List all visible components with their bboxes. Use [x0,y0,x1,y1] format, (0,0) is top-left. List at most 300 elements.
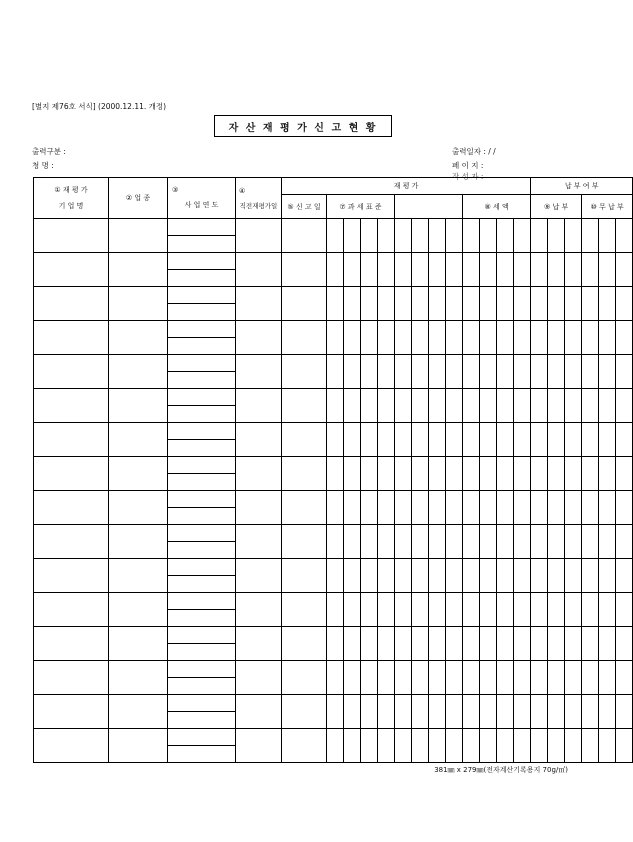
cell-digit [446,355,463,389]
cell-digit [378,729,395,763]
cell-report-date [282,525,327,559]
cell-prev-revaluation [236,389,282,423]
cell-fiscal-year-end [168,440,236,457]
cell-industry [109,355,168,389]
cell-digit [378,525,395,559]
cell-digit [361,423,378,457]
cell-digit [327,219,344,253]
cell-digit [497,627,514,661]
cell-fiscal-year-start [168,593,236,610]
cell-digit [480,491,497,525]
cell-digit [463,695,480,729]
cell-digit [463,593,480,627]
cell-digit [327,355,344,389]
cell-digit [378,423,395,457]
cell-digit [361,627,378,661]
cell-digit [429,593,446,627]
cell-digit [463,355,480,389]
cell-report-date [282,593,327,627]
cell-prev-revaluation [236,457,282,491]
cell-digit [395,457,412,491]
cell-digit [429,559,446,593]
cell-digit [565,695,582,729]
cell-digit [344,593,361,627]
cell-digit [463,525,480,559]
cell-digit [412,457,429,491]
cell-digit [616,389,633,423]
cell-digit [531,627,548,661]
cell-digit [412,355,429,389]
cell-industry [109,219,168,253]
cell-prev-revaluation [236,593,282,627]
page-title [214,115,392,137]
cell-digit [429,491,446,525]
cell-digit [395,525,412,559]
cell-digit [531,729,548,763]
cell-digit [412,423,429,457]
table-row [34,525,633,542]
cell-digit [463,423,480,457]
cell-industry [109,559,168,593]
cell-company [34,219,109,253]
header-company-line2: 기 업 명 [58,202,84,210]
cell-digit [480,423,497,457]
cell-fiscal-year-start [168,355,236,372]
cell-fiscal-year-start [168,661,236,678]
cell-digit [480,219,497,253]
cell-report-date [282,627,327,661]
cell-digit [412,389,429,423]
cell-fiscal-year-start [168,219,236,236]
cell-digit [565,491,582,525]
cell-company [34,355,109,389]
cell-fiscal-year-end [168,474,236,491]
cell-fiscal-year-end [168,304,236,321]
cell-digit [395,287,412,321]
cell-digit [616,287,633,321]
cell-digit [480,729,497,763]
cell-digit [548,695,565,729]
cell-company [34,559,109,593]
cell-digit [616,559,633,593]
cell-fiscal-year-end [168,542,236,559]
cell-digit [463,287,480,321]
cell-digit [565,593,582,627]
cell-digit [378,321,395,355]
cell-digit [497,423,514,457]
cell-industry [109,253,168,287]
cell-digit [616,321,633,355]
cell-digit [599,593,616,627]
cell-digit [412,695,429,729]
cell-digit [497,593,514,627]
cell-digit [446,423,463,457]
cell-digit [361,287,378,321]
cell-digit [548,593,565,627]
cell-digit [616,729,633,763]
cell-digit [378,593,395,627]
form-caption: [별지 제76호 서식] (2000.12.11. 개정) [32,102,167,111]
cell-digit [565,287,582,321]
cell-digit [327,695,344,729]
cell-digit [616,491,633,525]
cell-digit [548,253,565,287]
cell-company [34,661,109,695]
cell-digit [429,219,446,253]
cell-digit [599,321,616,355]
table-row [34,593,633,610]
table-body [34,219,633,763]
table-row [34,695,633,712]
cell-digit [548,661,565,695]
cell-digit [395,695,412,729]
cell-digit [548,219,565,253]
cell-digit [446,525,463,559]
cell-digit [531,423,548,457]
cell-digit [599,525,616,559]
cell-digit [497,321,514,355]
header-tax-base: ⑦ 과 세 표 준 [327,195,395,219]
cell-digit [446,491,463,525]
cell-digit [514,695,531,729]
cell-company [34,321,109,355]
cell-digit [582,355,599,389]
cell-digit [531,525,548,559]
header-tax-amount: ⑧ 세 액 [463,195,531,219]
cell-industry [109,491,168,525]
header-group-revaluation: 재 평 가 [282,178,531,195]
cell-digit [565,389,582,423]
cell-digit [514,661,531,695]
cell-digit [446,661,463,695]
cell-industry [109,423,168,457]
cell-digit [531,661,548,695]
cell-industry [109,287,168,321]
cell-report-date [282,355,327,389]
cell-digit [582,423,599,457]
table-row [34,253,633,270]
cell-digit [480,321,497,355]
cell-industry [109,321,168,355]
cell-digit [565,457,582,491]
cell-digit [361,389,378,423]
cell-digit [463,457,480,491]
cell-digit [497,287,514,321]
cell-digit [565,321,582,355]
cell-digit [599,253,616,287]
cell-digit [327,559,344,593]
cell-digit [327,525,344,559]
cell-digit [582,457,599,491]
cell-digit [378,559,395,593]
cell-company [34,695,109,729]
cell-digit [497,661,514,695]
cell-digit [344,525,361,559]
cell-digit [446,287,463,321]
cell-digit [548,389,565,423]
cell-digit [497,525,514,559]
cell-digit [395,321,412,355]
cell-digit [412,627,429,661]
cell-digit [599,287,616,321]
page-title-text: 자 산 재 평 가 신 고 현 황 [228,122,378,134]
cell-digit [548,423,565,457]
cell-company [34,457,109,491]
cell-digit [327,627,344,661]
cell-digit [344,457,361,491]
cell-digit [565,219,582,253]
cell-digit [480,525,497,559]
header-company-line1: ① 재 평 가 [54,186,88,194]
cell-digit [344,321,361,355]
cell-company [34,287,109,321]
table-row [34,559,633,576]
cell-report-date [282,491,327,525]
cell-fiscal-year-end [168,576,236,593]
cell-digit [429,423,446,457]
cell-report-date [282,729,327,763]
cell-digit [514,389,531,423]
cell-digit [514,593,531,627]
cell-digit [327,321,344,355]
cell-fiscal-year-start [168,695,236,712]
cell-digit [616,593,633,627]
office-label: 청 명 : [32,161,54,170]
cell-report-date [282,321,327,355]
header-fiscal-year-num: ③ [172,186,179,194]
cell-digit [565,627,582,661]
cell-fiscal-year-end [168,270,236,287]
cell-digit [480,593,497,627]
table-row [34,661,633,678]
cell-fiscal-year-start [168,627,236,644]
cell-fiscal-year-end [168,610,236,627]
cell-prev-revaluation [236,559,282,593]
cell-digit [582,321,599,355]
cell-digit [531,491,548,525]
cell-digit [463,253,480,287]
cell-company [34,593,109,627]
cell-digit [463,491,480,525]
cell-fiscal-year-end [168,338,236,355]
cell-prev-revaluation [236,661,282,695]
cell-digit [327,593,344,627]
cell-digit [361,525,378,559]
cell-digit [514,355,531,389]
cell-digit [395,729,412,763]
cell-digit [429,627,446,661]
cell-digit [429,287,446,321]
cell-fiscal-year-start [168,559,236,576]
cell-prev-revaluation [236,287,282,321]
cell-company [34,423,109,457]
cell-digit [565,661,582,695]
cell-digit [531,287,548,321]
cell-digit [497,559,514,593]
cell-digit [582,695,599,729]
cell-digit [446,695,463,729]
cell-fiscal-year-end [168,746,236,763]
cell-digit [497,457,514,491]
cell-fiscal-year-end [168,406,236,423]
header-prev-revaluation-label: 직전재평가일 [239,201,278,210]
cell-prev-revaluation [236,729,282,763]
cell-digit [412,593,429,627]
cell-industry [109,729,168,763]
table-row [34,287,633,304]
cell-report-date [282,423,327,457]
cell-digit [429,729,446,763]
cell-digit [480,627,497,661]
cell-digit [497,389,514,423]
cell-report-date [282,559,327,593]
cell-digit [446,627,463,661]
cell-digit [344,491,361,525]
cell-digit [514,253,531,287]
cell-digit [514,627,531,661]
header-industry: ② 업 종 [109,178,168,219]
cell-digit [378,627,395,661]
cell-digit [378,695,395,729]
cell-digit [582,627,599,661]
cell-fiscal-year-end [168,372,236,389]
cell-digit [531,219,548,253]
cell-digit [599,355,616,389]
cell-fiscal-year-start [168,253,236,270]
cell-digit [616,253,633,287]
cell-digit [548,559,565,593]
cell-digit [395,423,412,457]
cell-digit [582,287,599,321]
cell-digit [412,729,429,763]
cell-fiscal-year-end [168,644,236,661]
cell-digit [548,729,565,763]
cell-digit [361,695,378,729]
cell-digit [429,389,446,423]
cell-digit [344,423,361,457]
cell-digit [327,661,344,695]
cell-digit [531,253,548,287]
cell-digit [446,321,463,355]
cell-company [34,729,109,763]
header-empty-col [395,195,463,219]
cell-digit [548,355,565,389]
cell-digit [582,593,599,627]
cell-digit [361,219,378,253]
cell-digit [429,253,446,287]
cell-digit [480,695,497,729]
cell-digit [480,287,497,321]
cell-industry [109,457,168,491]
cell-digit [514,423,531,457]
page-number-label: 페 이 지 : [452,161,484,170]
cell-digit [548,287,565,321]
cell-digit [531,593,548,627]
cell-digit [599,491,616,525]
cell-fiscal-year-end [168,508,236,525]
cell-industry [109,695,168,729]
cell-digit [361,593,378,627]
cell-digit [514,219,531,253]
cell-digit [395,559,412,593]
cell-digit [480,559,497,593]
cell-digit [514,287,531,321]
cell-digit [514,457,531,491]
cell-digit [395,253,412,287]
cell-prev-revaluation [236,525,282,559]
cell-digit [582,525,599,559]
cell-digit [514,321,531,355]
cell-industry [109,661,168,695]
cell-industry [109,593,168,627]
cell-fiscal-year-start [168,729,236,746]
cell-digit [446,593,463,627]
cell-digit [548,321,565,355]
cell-digit [344,695,361,729]
cell-digit [480,253,497,287]
cell-prev-revaluation [236,219,282,253]
cell-digit [548,491,565,525]
cell-digit [378,491,395,525]
cell-digit [514,559,531,593]
cell-digit [582,253,599,287]
cell-fiscal-year-start [168,491,236,508]
cell-digit [395,593,412,627]
cell-digit [531,695,548,729]
cell-digit [429,695,446,729]
cell-digit [378,253,395,287]
cell-digit [344,661,361,695]
cell-digit [344,219,361,253]
header-unpaid: ⑩ 무 납 부 [582,195,633,219]
output-date-label: 출력일자 : / / [452,147,496,156]
table-row [34,219,633,236]
cell-fiscal-year-start [168,389,236,406]
cell-digit [361,321,378,355]
cell-digit [344,627,361,661]
cell-digit [344,253,361,287]
cell-fiscal-year-start [168,321,236,338]
cell-digit [616,423,633,457]
table-row [34,457,633,474]
cell-industry [109,627,168,661]
cell-digit [361,355,378,389]
cell-digit [378,219,395,253]
cell-industry [109,389,168,423]
cell-digit [378,287,395,321]
cell-digit [616,661,633,695]
cell-digit [599,389,616,423]
cell-report-date [282,695,327,729]
cell-company [34,491,109,525]
cell-digit [344,559,361,593]
cell-digit [582,729,599,763]
cell-digit [446,729,463,763]
cell-digit [463,219,480,253]
cell-digit [327,389,344,423]
header-fiscal-year [168,178,236,219]
cell-digit [565,559,582,593]
cell-digit [378,661,395,695]
cell-digit [616,219,633,253]
paper-spec-footer: 381㎜ x 279㎜(전자계산기록용지 70g/㎡) [434,766,568,774]
cell-digit [429,457,446,491]
cell-digit [582,661,599,695]
cell-digit [378,457,395,491]
cell-digit [514,491,531,525]
cell-fiscal-year-start [168,525,236,542]
table-row [34,389,633,406]
